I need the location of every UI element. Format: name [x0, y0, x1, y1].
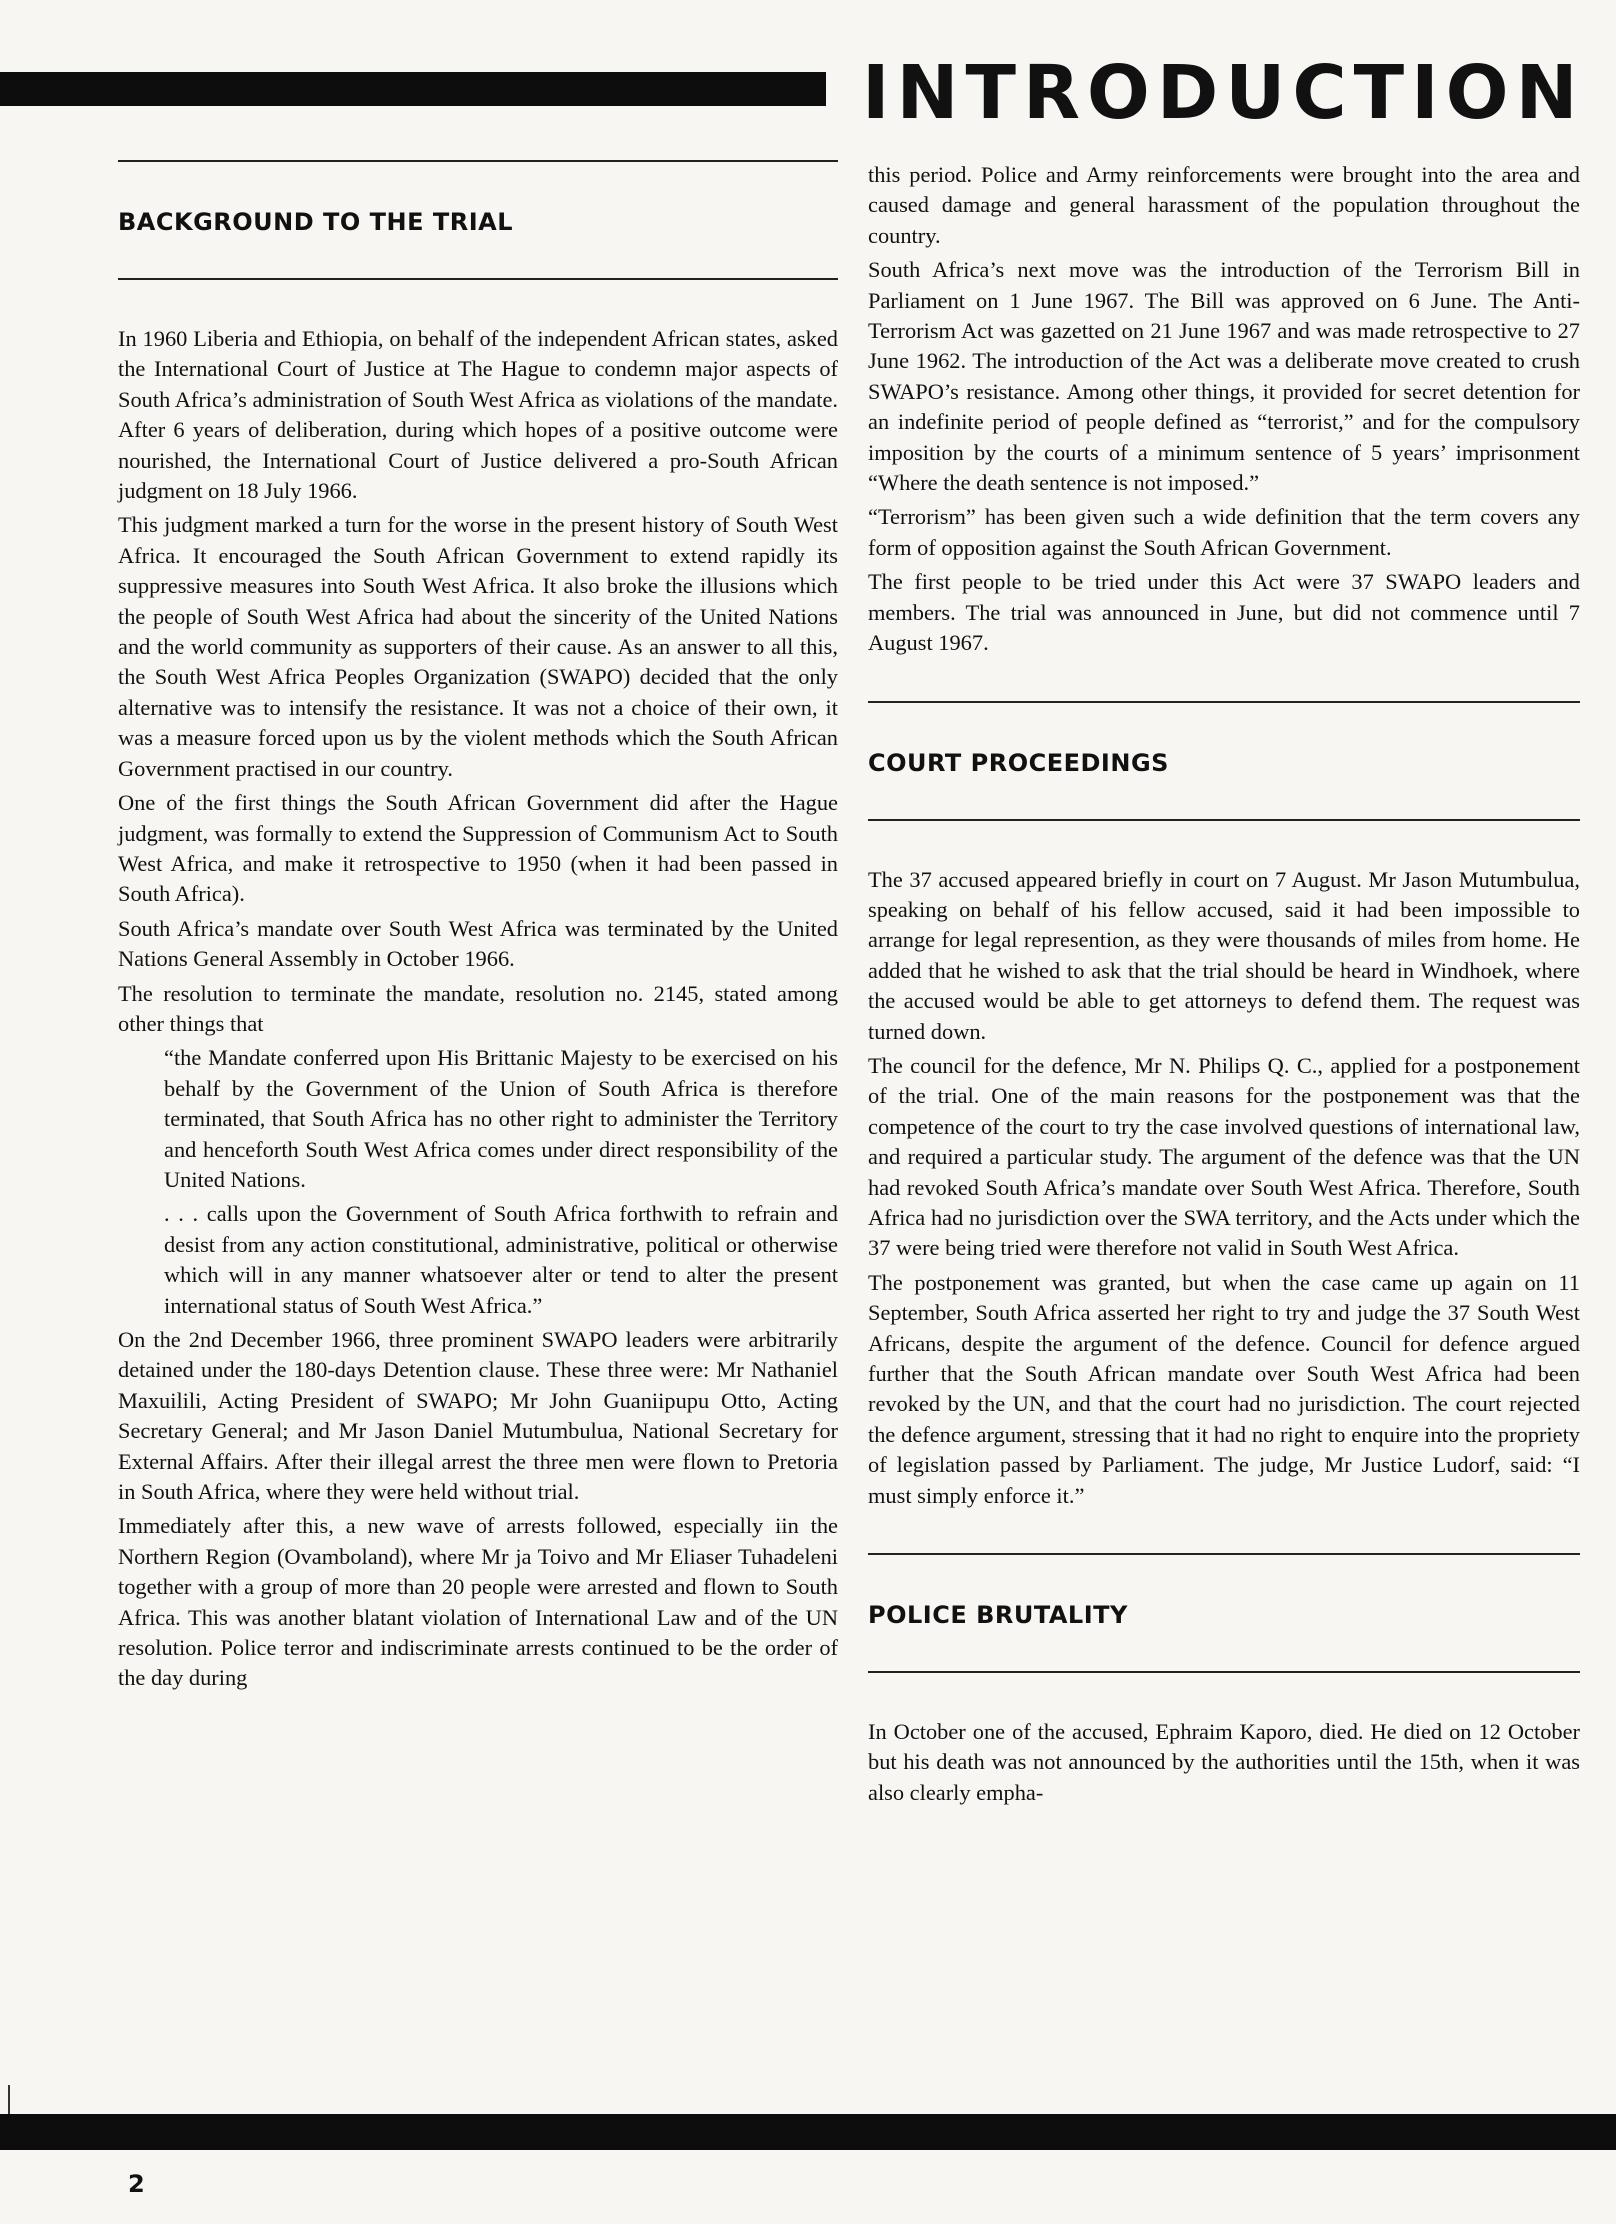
quote-paragraph: . . . calls upon the Government of South Africa forthwith to refrain and desist from any action constitutional, administrative, political or otherwise which will in any manner whatsoever alter or tend to alter the present international status of South West Africa.” — [164, 1201, 838, 1318]
section-police-brutality — [868, 1553, 1580, 1673]
section-heading: BACKGROUND TO THE TRIAL — [118, 208, 513, 236]
paragraph: The council for the defence, Mr N. Philips Q. C., applied for a postponement of the trial. One of the main reasons for the postponement was that the competence of the court to try the case involved questions of international law, and required a particular study. The argument of the defence was that the UN had revoked South Africa’s mandate over South West Africa. Therefore, South Africa had no jurisdiction over the SWA territory, and the Acts under which the 37 were being tried were therefore not valid in South West Africa. — [868, 1052, 1580, 1261]
section-rule — [868, 1671, 1580, 1673]
quote-paragraph: “the Mandate conferred upon His Brittanic Majesty to be exercised on his behalf by the Government of the Union of South Africa is therefore terminated, that South Africa has no other right to administer the Territory and henceforth South West Africa comes under direct responsibility of the United Nations. — [164, 1045, 838, 1192]
paragraph: The resolution to terminate the mandate, resolution no. 2145, stated among other things that — [118, 980, 838, 1036]
section-rule — [868, 701, 1580, 703]
section-rule — [118, 278, 838, 280]
left-column — [118, 160, 838, 1698]
spacer — [868, 663, 1580, 701]
section-rule — [118, 160, 838, 162]
paragraph: On the 2nd December 1966, three prominent SWAPO leaders were arbitrarily detained under the 180-days Detention clause. These three were: Mr Nathaniel Maxuilili, Acting President of SWAPO; Mr John Guaniipupu Otto, Acting Secretary General; and Mr Jason Daniel Mutumbulua, National Secretary for External Affairs. After their illegal arrest the three men were flown to Pretoria in South Africa, where they were held without trial. — [118, 1327, 838, 1505]
paragraph: Immediately after this, a new wave of arrests followed, especially iin the Northern Region (Ovamboland), where Mr ja Toivo and Mr Eliaser Tuhadeleni together with a group of more than 20 people were arrested and flown to South Africa. This was another blatant violation of International Law and of the UN resolution. Police terror and indiscriminate arrests continued to be the order of the day during — [118, 1513, 838, 1691]
header-bar — [0, 72, 826, 106]
paragraph: The postponement was granted, but when the case came up again on 11 September, South Africa asserted her right to try and judge the 37 South West Africans, despite the argument of the defence. Council for defence argued further that the South African mandate over South West Africa had been revoked by the UN, and that the court had no jurisdiction. The court rejected the defence argument, stressing that it had no right to enquire into the propriety of legislation passed by Parliament. The judge, Mr Justice Ludorf, said: “I must simply enforce it.” — [868, 1269, 1580, 1508]
paragraph: In 1960 Liberia and Ethiopia, on behalf of the independent African states, asked the International Court of Justice at The Hague to condemn major aspects of South Africa’s administration of South West Africa as violations of the mandate. After 6 years of deliberation, during which hopes of a positive outcome were nourished, the International Court of Justice delivered a pro-South African judgment on 18 July 1966. — [118, 326, 838, 504]
section-rule — [868, 1553, 1580, 1555]
section-court-proceedings — [868, 701, 1580, 821]
paragraph: This judgment marked a turn for the worse in the present history of South West Africa. It encouraged the South African Government to extend rapidly its suppressive measures into South West Africa. It also broke the illusions which the people of South West Africa had about the sincerity of the United Nations and the world community as supporters of their cause. As an answer to all this, the South West Africa Peoples Organization (SWAPO) decided that the only alternative was to intensify the resistance. It was not a choice of their own, it was a measure forced upon us by the violent methods which the South African Government practised in our country. — [118, 512, 838, 781]
right-column — [868, 160, 1580, 1812]
section-heading: COURT PROCEEDINGS — [868, 748, 1169, 777]
paragraph: South Africa’s mandate over South West Africa was terminated by the United Nations General Assembly in October 1966. — [118, 915, 838, 972]
paragraph: South Africa’s next move was the introduction of the Terrorism Bill in Parliament on 1 June 1967. The Bill was approved on 6 June. The Anti-Terrorism Act was gazetted on 21 June 1967 and was made retrospective to 27 June 1962. The introduction of the Act was a deliberate move created to crush SWAPO’s resistance. Among other things, it provided for secret detention for an indefinite period of people defined as “terrorist,” and for the compulsory imposition by the courts of a minimum sentence of 5 years’ imprisonment “Where the death sentence is not imposed.” — [868, 257, 1580, 496]
paragraph: The first people to be tried under this Act were 37 SWAPO leaders and members. The trial was announced in June, but did not commence until 7 August 1967. — [868, 569, 1580, 656]
section-background — [118, 160, 838, 280]
paragraph: The 37 accused appeared briefly in court on 7 August. Mr Jason Mutumbulua, speaking on behalf of his fellow accused, said it had been impossible to arrange for legal represention, as they were thousands of miles from home. He added that he wished to ask that the trial should be heard in Windhoek, where the accused would be able to get attorneys to defend them. The request was turned down. — [868, 866, 1580, 1044]
page-number: 2 — [128, 2170, 145, 2198]
footer-bar — [0, 2114, 1616, 2150]
paragraph: In October one of the accused, Ephraim Kaporo, died. He died on 12 October but his death was not announced by the authorities until the 15th, when it was also clearly empha- — [868, 1719, 1580, 1805]
page-title: INTRODUCTION — [862, 50, 1585, 136]
paragraph: “Terrorism” has been given such a wide definition that the term covers any form of opposition against the South African Government. — [868, 504, 1580, 560]
paragraph: One of the first things the South African Government did after the Hague judgment, was formally to extend the Suppression of Communism Act to South West Africa, and make it retrospective to 1950 (when it had been passed in South Africa). — [118, 790, 838, 907]
margin-mark — [8, 2085, 10, 2115]
paragraph: this period. Police and Army reinforcements were brought into the area and caused damage and general harassment of the population throughout the country. — [868, 162, 1580, 248]
section-heading: POLICE BRUTALITY — [868, 1601, 1128, 1630]
spacer — [868, 1515, 1580, 1553]
section-rule — [868, 819, 1580, 821]
